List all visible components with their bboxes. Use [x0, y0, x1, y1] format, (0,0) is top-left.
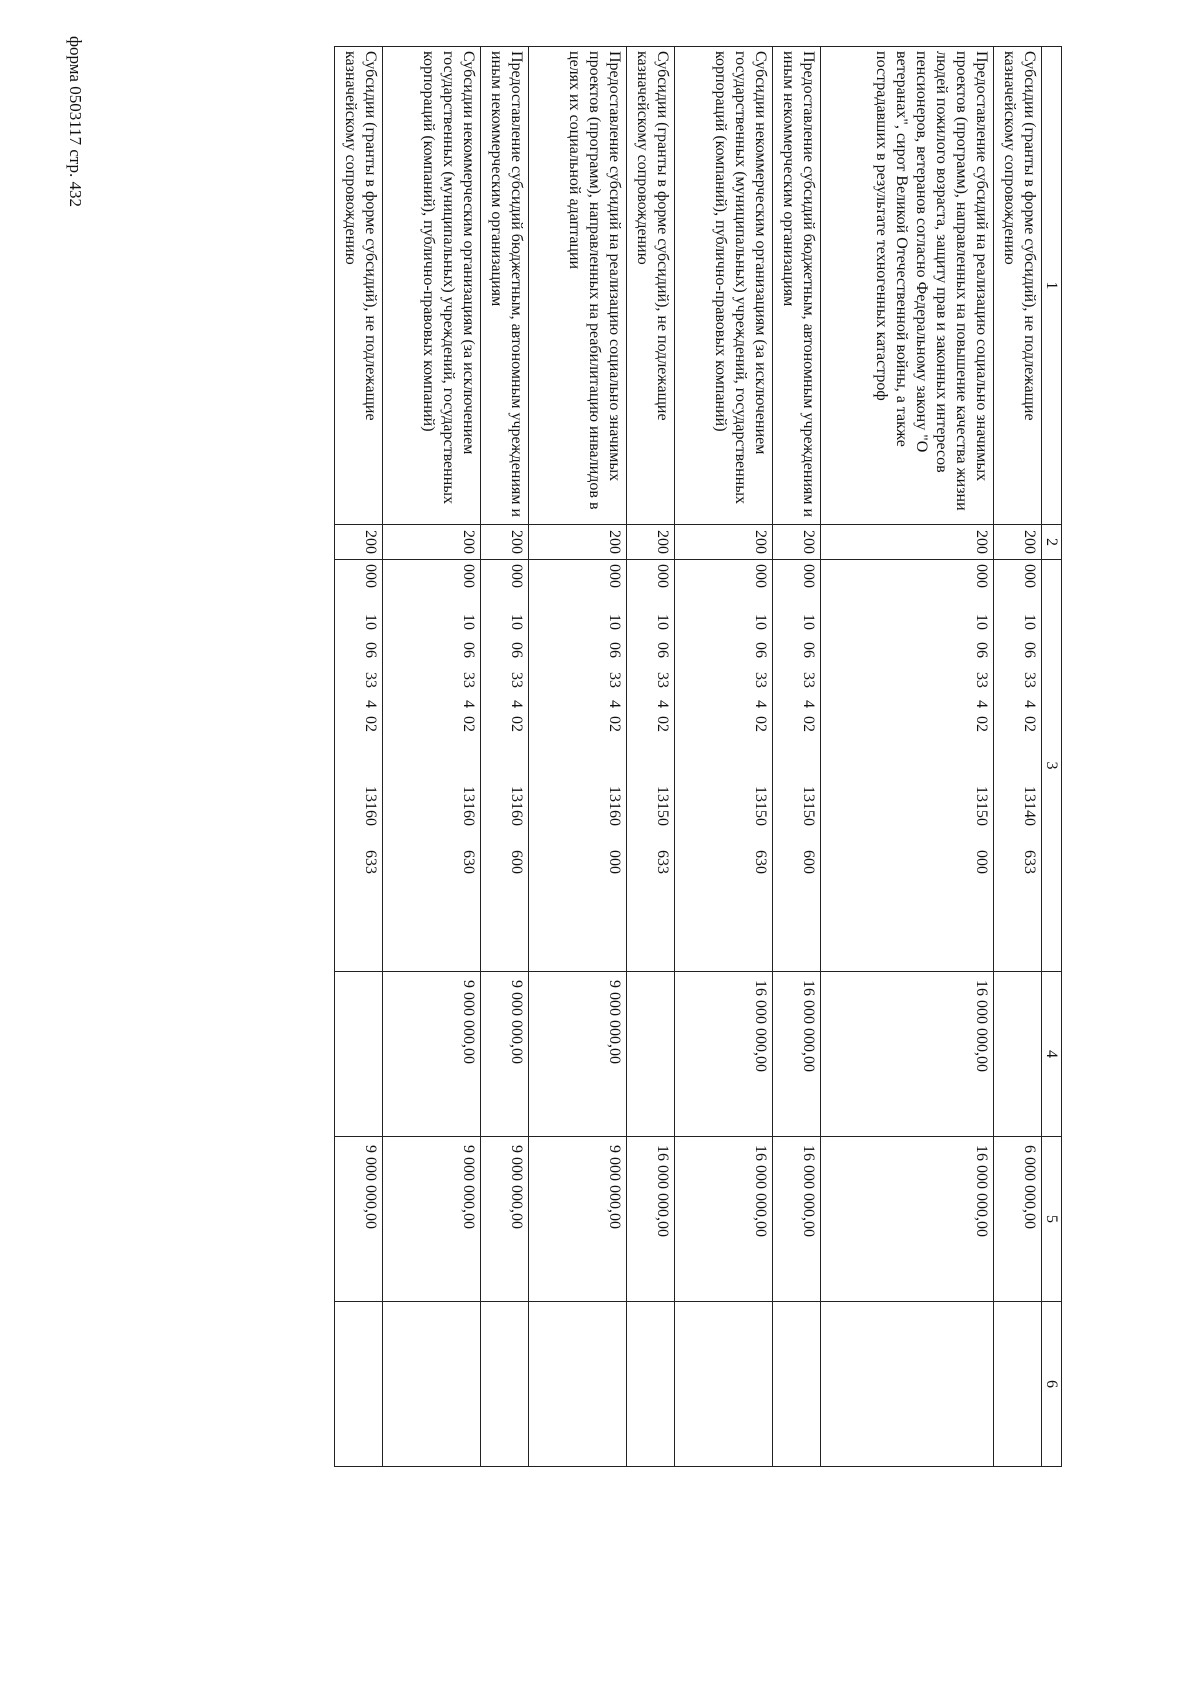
line-code-cell: 200	[481, 525, 529, 560]
table-row	[481, 47, 529, 1467]
table-row	[773, 47, 821, 1467]
budget-code	[360, 564, 380, 967]
budget-code-segment: 13160	[508, 786, 525, 826]
line-code-cell: 200	[773, 525, 821, 560]
budget-code-segment: 10	[1021, 614, 1038, 630]
budget-code-segment: 33	[508, 672, 525, 688]
amount-col5-cell: 16 000 000,00	[821, 1137, 994, 1302]
amount-col4-cell	[627, 972, 675, 1137]
budget-code	[604, 564, 624, 967]
budget-code-segment: 13160	[606, 786, 623, 826]
budget-code-segment: 630	[460, 850, 477, 874]
budget-code-segment: 06	[508, 642, 525, 658]
budget-code-segment: 000	[606, 850, 623, 874]
line-code-cell: 200	[529, 525, 627, 560]
amount-col6-cell	[335, 1302, 383, 1467]
column-header-3: 3	[1042, 560, 1062, 972]
budget-code-segment: 000	[606, 564, 623, 588]
budget-code-segment: 000	[508, 564, 525, 588]
budget-code-segment: 33	[800, 672, 817, 688]
budget-code-segment: 10	[508, 614, 525, 630]
budget-code-segment: 000	[1021, 564, 1038, 588]
budget-code-cell	[773, 560, 821, 972]
amount-col6-cell	[529, 1302, 627, 1467]
budget-code-segment: 10	[800, 614, 817, 630]
budget-code-segment: 13150	[800, 786, 817, 826]
line-code-cell: 200	[675, 525, 773, 560]
budget-code-segment: 4	[508, 700, 525, 708]
budget-code-cell	[335, 560, 383, 972]
budget-code-segment: 000	[752, 564, 769, 588]
table-row	[821, 47, 994, 1467]
table-row	[383, 47, 481, 1467]
form-label: форма 0503117 стр. 432	[66, 36, 85, 207]
budget-code-cell	[383, 560, 481, 972]
budget-code-segment: 600	[800, 850, 817, 874]
budget-code-segment: 4	[1021, 700, 1038, 708]
column-header-1: 1	[1042, 47, 1062, 525]
budget-code	[652, 564, 672, 967]
budget-code-segment: 4	[800, 700, 817, 708]
amount-col6-cell	[675, 1302, 773, 1467]
amount-col5-cell: 16 000 000,00	[627, 1137, 675, 1302]
header-row	[1042, 47, 1062, 1467]
budget-code-segment: 06	[362, 642, 379, 658]
budget-code	[750, 564, 770, 967]
budget-code	[458, 564, 478, 967]
budget-code-segment: 000	[800, 564, 817, 588]
line-code-cell: 200	[627, 525, 675, 560]
budget-code-segment: 10	[606, 614, 623, 630]
budget-code-segment: 02	[973, 716, 990, 732]
budget-code-segment: 633	[362, 850, 379, 874]
budget-code-cell	[821, 560, 994, 972]
amount-col6-cell	[773, 1302, 821, 1467]
column-header-2: 2	[1042, 525, 1062, 560]
budget-code-segment: 4	[973, 700, 990, 708]
row-name-cell: Субсидии (гранты в форме субсидий), не подлежащие казначейскому сопровождению	[994, 47, 1042, 525]
amount-col5-cell: 9 000 000,00	[529, 1137, 627, 1302]
budget-code-segment: 13150	[654, 786, 671, 826]
table-row	[529, 47, 627, 1467]
line-code-cell: 200	[335, 525, 383, 560]
report-table	[334, 46, 1062, 1467]
budget-code	[1019, 564, 1039, 967]
budget-code-segment: 13150	[752, 786, 769, 826]
budget-code-cell	[481, 560, 529, 972]
row-name-cell: Субсидии (гранты в форме субсидий), не подлежащие казначейскому сопровождению	[627, 47, 675, 525]
budget-code-segment: 06	[606, 642, 623, 658]
budget-code-segment: 33	[752, 672, 769, 688]
budget-code-segment: 33	[460, 672, 477, 688]
budget-code-segment: 000	[460, 564, 477, 588]
budget-code-segment: 13160	[362, 786, 379, 826]
amount-col4-cell: 9 000 000,00	[383, 972, 481, 1137]
budget-code-segment: 06	[973, 642, 990, 658]
budget-code-segment: 4	[606, 700, 623, 708]
budget-code-segment: 06	[460, 642, 477, 658]
table-row	[994, 47, 1042, 1467]
budget-code-segment: 02	[508, 716, 525, 732]
budget-code-segment: 4	[752, 700, 769, 708]
budget-code-segment: 10	[460, 614, 477, 630]
amount-col6-cell	[383, 1302, 481, 1467]
amount-col6-cell	[821, 1302, 994, 1467]
row-name-cell: Субсидии некоммерческим организациям (за исключением государственных (муниципальных) учреждений, государственных корпораций (компаний), публично-правовых компаний)	[675, 47, 773, 525]
budget-code-segment: 633	[654, 850, 671, 874]
amount-col5-cell: 9 000 000,00	[383, 1137, 481, 1302]
budget-code-segment: 10	[654, 614, 671, 630]
column-header-6: 6	[1042, 1302, 1062, 1467]
budget-code-segment: 4	[654, 700, 671, 708]
amount-col4-cell: 16 000 000,00	[773, 972, 821, 1137]
table-row	[335, 47, 383, 1467]
budget-code-segment: 633	[1021, 850, 1038, 874]
amount-col5-cell: 6 000 000,00	[994, 1137, 1042, 1302]
line-code-cell: 200	[821, 525, 994, 560]
line-code-cell: 200	[383, 525, 481, 560]
budget-code-segment: 02	[752, 716, 769, 732]
budget-code-segment: 600	[508, 850, 525, 874]
budget-code-segment: 02	[1021, 716, 1038, 732]
budget-code-segment: 630	[752, 850, 769, 874]
row-name-cell: Субсидии (гранты в форме субсидий), не подлежащие казначейскому сопровождению	[335, 47, 383, 525]
amount-col4-cell	[335, 972, 383, 1137]
amount-col6-cell	[994, 1302, 1042, 1467]
budget-code-segment: 06	[752, 642, 769, 658]
budget-code-segment: 06	[800, 642, 817, 658]
budget-code-segment: 33	[973, 672, 990, 688]
budget-code-segment: 4	[460, 700, 477, 708]
amount-col5-cell: 9 000 000,00	[481, 1137, 529, 1302]
budget-code	[798, 564, 818, 967]
amount-col4-cell: 16 000 000,00	[675, 972, 773, 1137]
budget-code-segment: 13150	[973, 786, 990, 826]
table-row	[675, 47, 773, 1467]
budget-code-segment: 06	[654, 642, 671, 658]
budget-code	[506, 564, 526, 967]
budget-code-cell	[994, 560, 1042, 972]
budget-code-segment: 02	[460, 716, 477, 732]
budget-code-cell	[529, 560, 627, 972]
budget-code-segment: 33	[654, 672, 671, 688]
amount-col4-cell: 9 000 000,00	[481, 972, 529, 1137]
amount-col6-cell	[481, 1302, 529, 1467]
amount-col5-cell: 16 000 000,00	[675, 1137, 773, 1302]
budget-code-segment: 4	[362, 700, 379, 708]
row-name-cell: Субсидии некоммерческим организациям (за исключением государственных (муниципальных) учреждений, государственных корпораций (компаний), публично-правовых компаний)	[383, 47, 481, 525]
amount-col4-cell	[994, 972, 1042, 1137]
budget-code	[971, 564, 991, 967]
budget-code-segment: 33	[362, 672, 379, 688]
budget-code-segment: 10	[362, 614, 379, 630]
budget-code-segment: 000	[973, 564, 990, 588]
table-row	[627, 47, 675, 1467]
budget-code-segment: 10	[752, 614, 769, 630]
budget-code-cell	[675, 560, 773, 972]
row-name-cell: Предоставление субсидий на реализацию социально значимых проектов (программ), направленных на реабилитацию инвалидов в целях их социальной адаптации	[529, 47, 627, 525]
column-header-4: 4	[1042, 972, 1062, 1137]
line-code-cell: 200	[994, 525, 1042, 560]
budget-code-segment: 000	[362, 564, 379, 588]
amount-col4-cell: 16 000 000,00	[821, 972, 994, 1137]
budget-code-segment: 02	[362, 716, 379, 732]
row-name-cell: Предоставление субсидий бюджетным, автономным учреждениям и иным некоммерческим организациям	[773, 47, 821, 525]
budget-code-segment: 10	[973, 614, 990, 630]
amount-col5-cell: 16 000 000,00	[773, 1137, 821, 1302]
row-name-cell: Предоставление субсидий на реализацию социально значимых проектов (программ), направленных на повышение качества жизни людей пожилого возраста, защиту прав и законных интересов пенсионеров, ветеранов согласно Федеральному закону "О ветеранах", сирот Великой Отечественной войны, а также пострадавших в результате техногенных катастроф	[821, 47, 994, 525]
budget-code-segment: 33	[1021, 672, 1038, 688]
budget-code-segment: 13140	[1021, 786, 1038, 826]
budget-code-segment: 33	[606, 672, 623, 688]
budget-code-segment: 02	[606, 716, 623, 732]
row-name-cell: Предоставление субсидий бюджетным, автономным учреждениям и иным некоммерческим организациям	[481, 47, 529, 525]
budget-code-segment: 000	[973, 850, 990, 874]
amount-col6-cell	[627, 1302, 675, 1467]
budget-code-segment: 02	[800, 716, 817, 732]
budget-code-segment: 000	[654, 564, 671, 588]
column-header-5: 5	[1042, 1137, 1062, 1302]
budget-code-segment: 06	[1021, 642, 1038, 658]
amount-col4-cell: 9 000 000,00	[529, 972, 627, 1137]
budget-code-segment: 02	[654, 716, 671, 732]
budget-code-segment: 13160	[460, 786, 477, 826]
budget-code-cell	[627, 560, 675, 972]
amount-col5-cell: 9 000 000,00	[335, 1137, 383, 1302]
